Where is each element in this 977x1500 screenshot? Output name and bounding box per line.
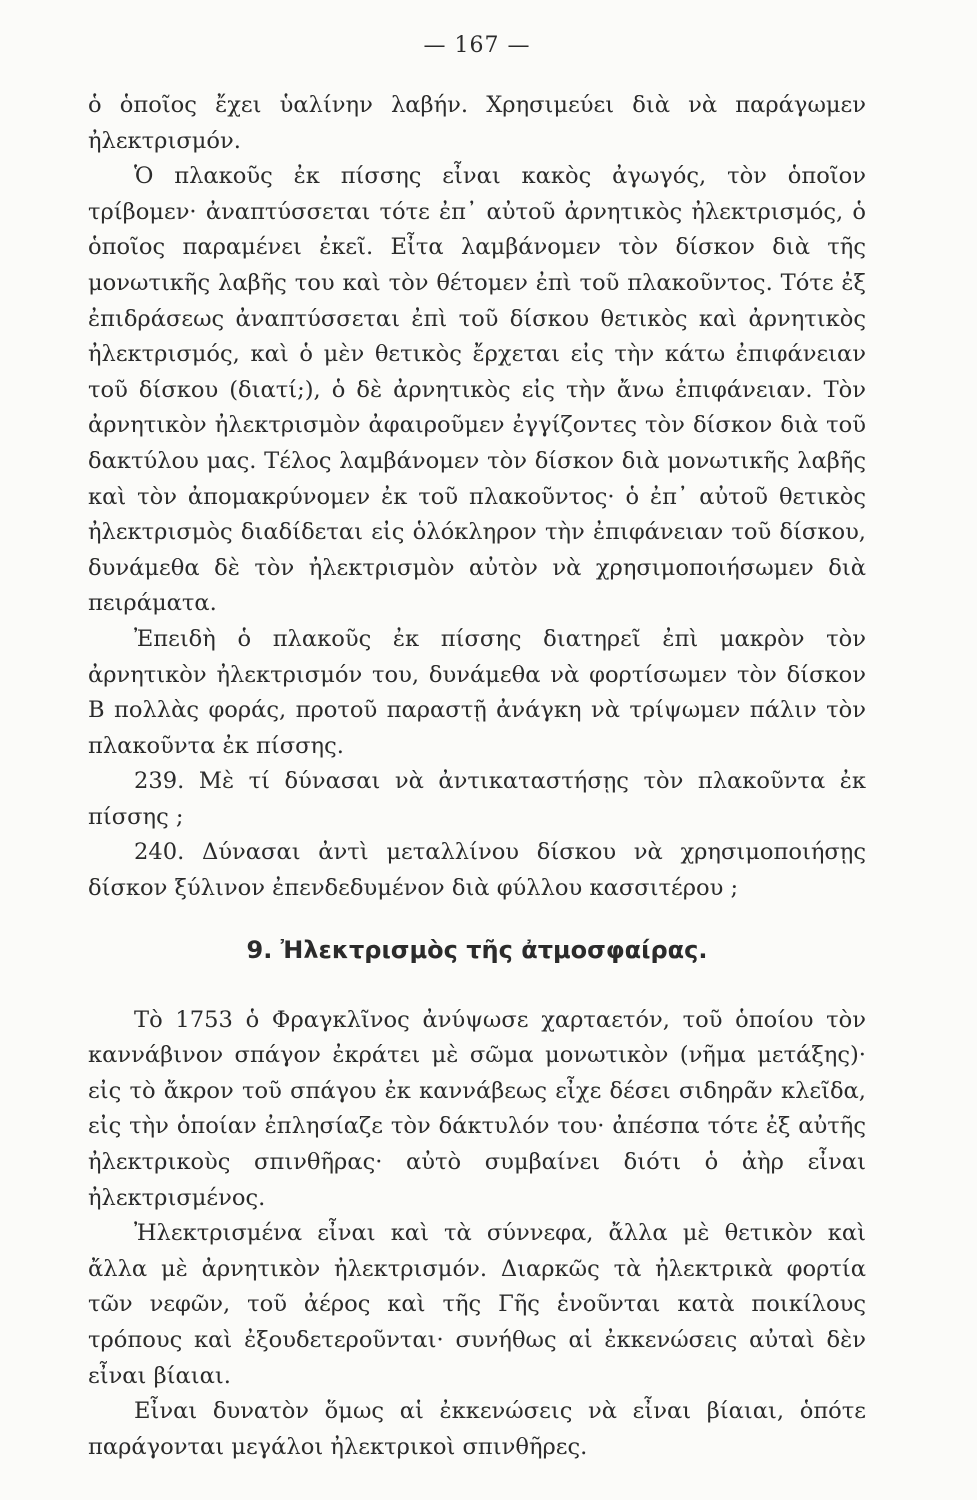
paragraph-clouds-charge: Ἠλεκτρισμένα εἶναι καὶ τὰ σύννεφα, ἄλλα μὲ θετικὸν καὶ ἄλλα μὲ ἀρνητικὸν ἠλεκτρισμόν. Διαρκῶς τὰ ἠλεκτρικὰ φορτία τῶν νεφῶν, τοῦ ἀέρος καὶ τῆς Γῆς ἑνοῦνται κατὰ ποικίλους τρόπους καὶ ἐξουδετεροῦνται· συνήθως αἱ ἐκκενώσεις αὐταὶ δὲν εἶναι βίαιαι. [88, 1220, 866, 1389]
paragraph-continuation: ὁ ὁποῖος ἔχει ὑαλίνην λαβήν. Χρησιμεύει διὰ νὰ παράγωμεν ἠλεκτρισμόν. [88, 92, 866, 154]
paragraph-franklin-kite: Τὸ 1753 ὁ Φραγκλῖνος ἀνύψωσε χαρταετόν, τοῦ ὁποίου τὸν καννάβινον σπάγον ἐκράτει μὲ σῶμα μονωτικὸν (νῆμα μετάξης)· εἰς τὸ ἄκρον τοῦ σπάγου ἐκ καννάβεως εἶχε δέσει σιδηρᾶν κλεῖδα, εἰς τὴν ὁποίαν ἐπλησίαζε τὸν δάκτυλόν του· ἀπέσπα τότε ἐξ αὐτῆς ἠλεκτρικοὺς σπινθῆρας· αὐτὸ συμβαίνει διότι ὁ ἀὴρ εἶναι ἠλεκτρισμένος. [88, 1006, 866, 1211]
paragraph-electrophorus-charge: Ἐπειδὴ ὁ πλακοῦς ἐκ πίσσης διατηρεῖ ἐπὶ μακρὸν τὸν ἀρνητικὸν ἠλεκτρισμόν του, δυνάμεθα νὰ φορτίσωμεν τὸν δίσκον Β πολλὰς φοράς, προτοῦ παραστῇ ἀνάγκη νὰ τρίψωμεν πάλιν τὸν πλακοῦντα ἐκ πίσσης. [88, 625, 866, 759]
question-240: 240. Δύνασαι ἀντὶ μεταλλίνου δίσκου νὰ χρησιμοποιήσῃς δίσκον ξύλινον ἐπενδεδυμένον διὰ φύλλου κασσιτέρου ; [88, 839, 866, 902]
section-heading: 9. Ἠλεκτρισμὸς τῆς ἀτμοσφαίρας. [246, 935, 708, 964]
question-239: 239. Μὲ τί δύνασαι νὰ ἀντικαταστήσῃς τὸν πλακοῦντα ἐκ πίσσης ; [88, 768, 866, 830]
book-page [88, 30, 866, 1470]
paragraph-electrophorus-procedure: Ὁ πλακοῦς ἐκ πίσσης εἶναι κακὸς ἀγωγός, τὸν ὁποῖον τρίβομεν· ἀναπτύσσεται τότε ἐπ᾽ αὐτοῦ ἀρνητικὸς ἠλεκτρισμός, ὁ ὁποῖος παραμένει ἐκεῖ. Εἶτα λαμβάνομεν τὸν δίσκον διὰ τῆς μονωτικῆς λαβῆς του καὶ τὸν θέτομεν ἐπὶ τοῦ πλακοῦντος. Τότε ἐξ ἐπιδράσεως ἀναπτύσσεται ἐπὶ τοῦ δίσκου θετικὸς καὶ ἀρνητικὸς ἠλεκτρισμός, καὶ ὁ μὲν θετικὸς ἔρχεται εἰς τὴν κάτω ἐπιφάνειαν τοῦ δίσκου (διατί;), ὁ δὲ ἀρνητικὸς εἰς τὴν ἄνω ἐπιφάνειαν. Τὸν ἀρνητικὸν ἠλεκτρισμὸν ἀφαιροῦμεν ἐγγίζοντες τὸν δίσκον διὰ τοῦ δακτύλου μας. Τέλος λαμβάνομεν τὸν δίσκον διὰ μονωτικῆς λαβῆς καὶ τὸν ἀπομακρύνομεν ἐκ τοῦ πλακοῦντος· ὁ ἐπ᾽ αὐτοῦ θετικὸς ἠλεκτρισμὸς διαδίδεται εἰς ὁλόκληρον τὴν ἐπιφάνειαν τοῦ δίσκου, δυνάμεθα δὲ τὸν ἠλεκτρισμὸν αὐτὸν νὰ χρησιμοποιήσωμεν διὰ πειράματα. [88, 163, 866, 617]
paragraph-violent-discharges: Εἶναι δυνατὸν ὅμως αἱ ἐκκενώσεις νὰ εἶναι βίαιαι, ὁπότε παράγονται μεγάλοι ἠλεκτρικοὶ σπινθῆρες. [88, 1398, 866, 1460]
page-number: — 167 — [423, 33, 531, 58]
